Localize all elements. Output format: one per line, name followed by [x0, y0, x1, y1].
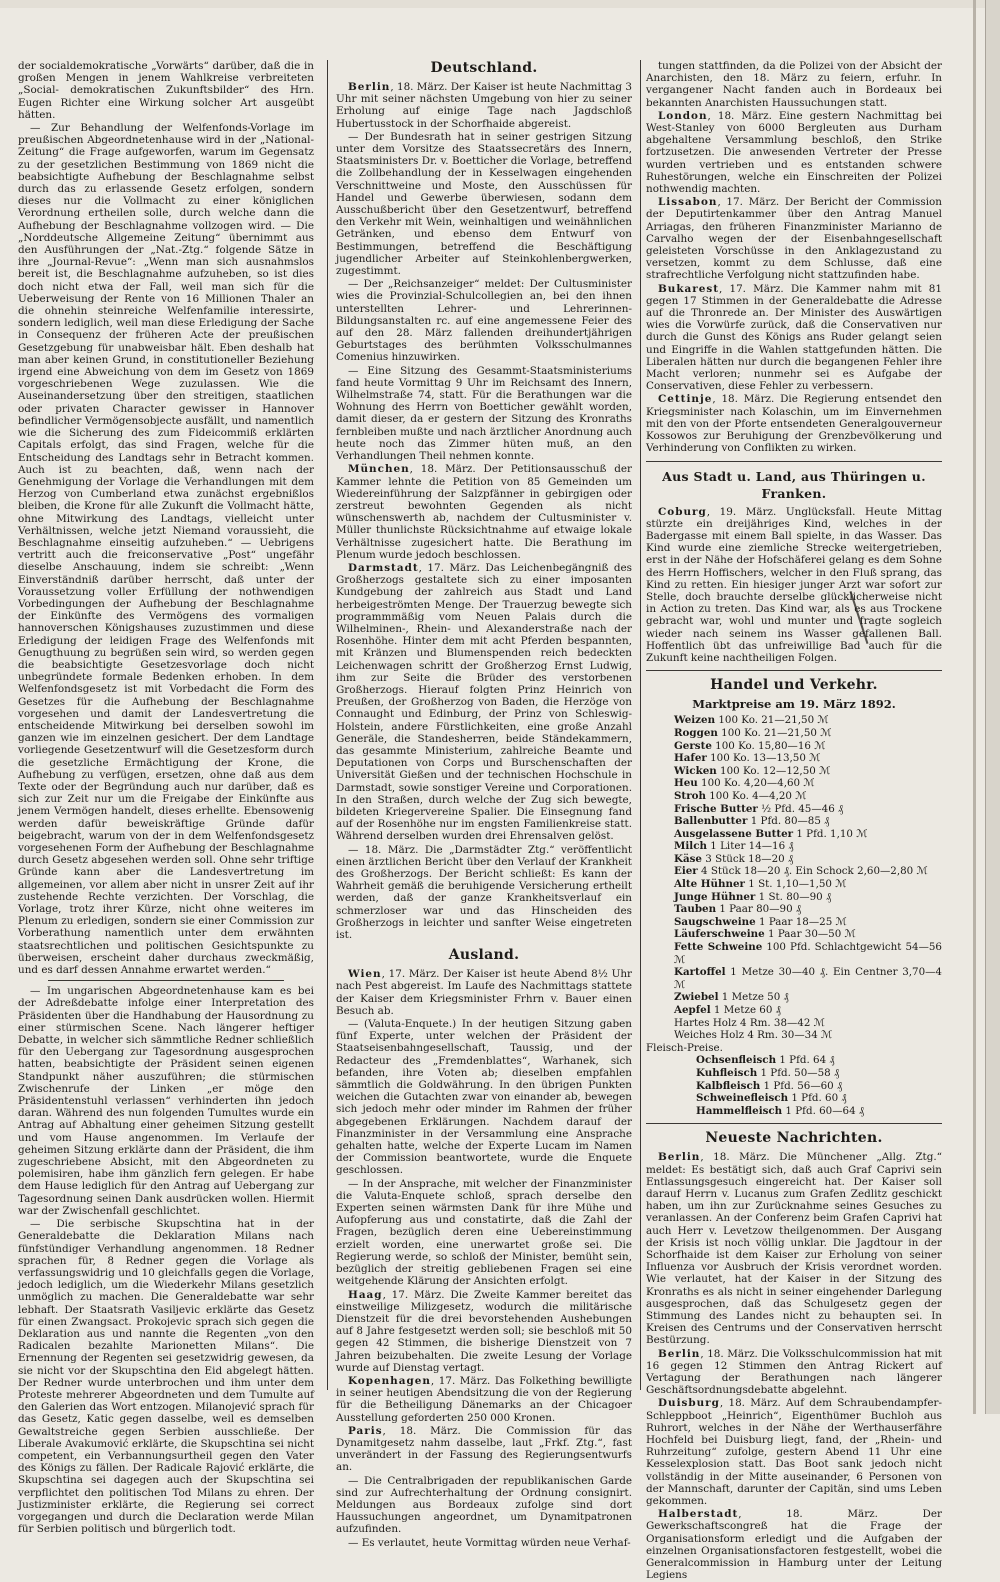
price-item-name: Weizen: [674, 714, 716, 727]
news-item: [336, 1289, 632, 1374]
news-text: , 18. März. Der Petitionsausschuß der Kammer lehnte die Petition von 85 Gemeinden um Wiedereinführung der Salzpfänner in gebirgigen oder zerstreut bewohnten Gegenden als nicht wünschenswerth ab, nachdem der Cultusminister v. Müller thunlichste Rücksichtnahme auf etwaige lokale Verhältnisse zugesichert hatte. Die Berathung im Plenum wurde jedoch beschlossen.: [336, 463, 632, 561]
news-list-ausland-continued: [646, 60, 942, 455]
dateline-place: Cettinje: [658, 393, 713, 406]
divider: [646, 670, 942, 671]
price-value: 100 Ko. 15,80—16 ℳ: [711, 739, 826, 752]
price-item-name: Alte Hühner: [674, 878, 745, 891]
price-value: 100 Ko. 21—21,50 ℳ: [715, 714, 829, 727]
news-item: [646, 196, 942, 281]
news-text: — In der Ansprache, mit welcher der Finanzminister die Valuta-Enquete schloß, sprach derselbe den Experten seinen wärmsten Dank für ihre Mühe und Aufopferung aus und constatirte, daß die Zahl der Fragen, bezüglich deren eine Uebereinstimmung erzielt worden, eine unerwartet große sei. Die Regierung werde, so schloß der Minister, bemüht sein, bezüglich der streitig gebliebenen Fragen sei eine weitgehende Klärung der Ansichten erfolgt.: [336, 1177, 632, 1288]
news-item: [336, 968, 632, 1017]
news-item: [336, 1375, 632, 1424]
section-heading-deutschland: Deutschland.: [430, 60, 538, 76]
price-value: 100 Ko. 12—12,50 ℳ: [716, 764, 831, 777]
news-item: [646, 1348, 942, 1397]
news-list-stadt-land: [646, 506, 942, 665]
meat-price-heading: Fleisch-Preise.: [646, 1041, 723, 1054]
dateline-place: Berlin: [348, 81, 391, 93]
column-left: [18, 60, 314, 1536]
price-value: 1 Pfd. 1,10 ℳ: [793, 827, 868, 840]
news-text: , 18. März. Auf dem Schraubendampfer-Schleppboot „Heinrich“, Eigenthümer Buchloh aus Ruhrort, welches in der Nähe der Werthauserfähre Hochfeld bei Duisburg liegt, fand, der „Rhein- und Ruhrzeitung“ zufolge, gestern Abend 11 Uhr eine Kesselexplosion statt. Das Boot sank jedoch nicht vollständig in der Mitte auseinander, 6 Personen von der Mannschaft, darunter der Capitän, sind ums Leben gekommen.: [646, 1397, 942, 1508]
price-row: [646, 840, 942, 853]
news-item: [646, 110, 942, 195]
section-heading-stadt-land: Aus Stadt u. Land, aus Thüringen u. Franken.: [662, 468, 926, 501]
news-text: , 18. März. Der Gewerkschaftscongreß hat die Frage der Organisationsform erledigt und die Aufgaben der einzelnen Organisationsfactoren festgestellt, wobei die Generalcommission in Hamburg unter der Leitung Legiens: [646, 1508, 942, 1582]
price-value: 100 Ko. 4—4,20 ℳ: [705, 789, 807, 802]
news-item: [336, 1178, 632, 1288]
price-value: 1 Pfd. 80—85 ₰: [747, 815, 830, 828]
news-text: — (Valuta-Enquete.) In der heutigen Sitzung gaben fünf Experte, unter welchen der Präsident der Staatseisenbahngesellschaft, Taussig, und der Redacteur des „Fremdenblattes“, Warhanek, sich befanden, ihre Voten ab; dieselben empfahlen sämmtlich die Goldwährung. In den übrigen Punkten weichen die Gutachten zwar von einander ab, bewegen sich jedoch mehr oder minder im Rahmen der früher abgegebenen Erklärungen. Nachdem darauf der Finanzminister in der Versammlung eine Ansprache gehalten hatte, welche der Experte Lucam im Namen der Commission beantwortete, wurde die Enquete geschlossen.: [336, 1018, 632, 1177]
dateline-place: Duisburg: [658, 1397, 720, 1410]
price-value: 1 Metze 50 ₰: [718, 991, 789, 1004]
news-text: — Die Centralbrigaden der republikanischen Garde sind zur Aufrechterhaltung der Ordnung consignirt. Meldungen aus Bordeaux zufolge sind dort Haussuchungen angeordnet, um Dynamitpatronen aufzufinden.: [336, 1474, 632, 1536]
news-item: [336, 1475, 632, 1536]
news-item: [646, 1151, 942, 1346]
price-row: [646, 853, 942, 866]
news-text: , 19. März. Unglücksfall. Heute Mittag stürzte ein dreijähriges Kind, welches in der Badergasse mit einem Ball spielte, in das Wasser. Das Kind wurde eine ziemliche Strecke weitergetrieben, erst in der Nähe der Hofschäferei gelang es dem Sohne des Herrn Hoffischers, welcher in den Fluß sprang, das Kind zu retten. Ein hiesiger junger Arzt war sofort zur Stelle, doch brauchte derselbe glücklicherweise nicht in Action zu treten. Das Kind war, als es aus Trockene gebracht war, wohl und munter und fragte sogleich wieder nach seinem ins Wasser gefallenen Ball. Hoffentlich übt das unfreiwillige Bad auch für die Zukunft keine nachtheiligen Folgen.: [646, 505, 942, 664]
price-row: [646, 740, 942, 753]
price-value: 1 Liter 14—16 ₰: [706, 840, 794, 853]
news-text: — 18. März. Die „Darmstädter Ztg.“ veröffentlicht einen ärztlichen Bericht über den Verlauf der Krankheit des Großherzogs. Der Bericht schließt: Es kann der Wahrheit gemäß die beruhigende Versicherung ertheilt werden, daß der ganze Krankheitsverlauf ein schmerzloser war und das Hinscheiden des Großherzogs in leichter und sanfter Weise eingetreten ist.: [336, 843, 632, 942]
news-text: , 17. März. Die Zweite Kammer bereitet das einstweilige Milizgesetz, wodurch die militärische Dienstzeit für die drei bevorstehenden Aushebungen auf 8 Jahre festgesetzt werden soll; sie beschloß mit 50 gegen 42 Stimmen, die bisherige Dienstzeit von 7 Jahren beizubehalten. Die zweite Lesung der Vorlage wurde auf Dienstag vertagt.: [336, 1288, 632, 1374]
dateline-place: München: [348, 463, 410, 476]
divider: [646, 1123, 942, 1124]
price-row: [646, 727, 942, 740]
article-paragraph: der socialdemokratische „Vorwärts“ darüber, daß die in großen Mengen in jenem Wahlkreise verbreiteten „Social- demokratischen Zukunftsbilder“ des Hrn. Eugen Richter eine Wirkung solcher Art ausgeübt hätten.: [18, 60, 314, 121]
news-item: [336, 365, 632, 463]
price-item-name: Tauben: [674, 903, 717, 916]
news-text: , 18. März. Eine gestern Nachmittag bei West-Stanley von 6000 Bergleuten aus Durham abgehaltene Versammlung beschloß, den Strike fortzusetzen. Die anwesenden Vertreter der Presse wurden vertrieben und es entstanden schwere Ruhestörungen, welche ein Einschreiten der Polizei nothwendig machten.: [646, 109, 942, 196]
news-item: [646, 506, 942, 665]
price-row: [646, 941, 942, 966]
news-list-ausland: [336, 968, 632, 1549]
dateline-place: Paris: [348, 1424, 383, 1437]
news-text: , 18. März. Die Münchener „Allg. Ztg.“ meldet: Es bestätigt sich, daß auch Graf Caprivi sein Entlassungsgesuch eingereicht hat. Der Kaiser soll darauf Herrn v. Lucanus zum Grafen Zedlitz geschickt haben, um ihn zur Zurücknahme seines Gesuches zu veranlassen. An der Conferenz beim Grafen Caprivi hat auch Herr v. Levetzow theilgenommen. Der Ausgang der Krisis ist noch völlig unklar. Die Jagdtour in der Schorfhaide ist dem Kaiser zur Erholung von seiner Influenza vor Ausbruch der Krisis verordnet worden. Wie verlautet, hat der Kaiser in der Sitzung des Kronraths es als nicht in seiner eingehender Darlegung ausgesprochen, daß das Schulgesetz gegen der Stimmung des Landes nicht zu behaupten sei. In Kreisen des Centrums und der Conservativen herrscht Bestürzung.: [646, 1151, 942, 1347]
paper-right-edge: [985, 0, 1000, 1414]
price-row: [646, 1092, 942, 1105]
price-item-name: Kartoffel: [674, 966, 726, 979]
meat-price-list: [646, 1054, 942, 1117]
news-list-neueste: [646, 1151, 942, 1581]
price-value: Weiches Holz 4 Rm. 30—34 ℳ: [674, 1029, 833, 1042]
price-value: 1 Paar 30—50 ℳ: [764, 928, 856, 941]
news-item: [336, 131, 632, 277]
news-text: — Der „Reichsanzeiger“ meldet: Der Cultusminister wies die Provinzial-Schulcollegien an, bei den ihnen unterstellten Lehrer- und Lehrerinnen-Bildungsanstalten rc. auf eine angemessene Feier des auf den 28. März fallenden dreihundertjährigen Geburtstages des berühmten Volksschulmannes Comenius hinzuwirken.: [336, 278, 632, 364]
newspaper-page: [18, 60, 948, 1582]
price-row: [646, 828, 942, 841]
price-item-name: Aepfel: [674, 1004, 711, 1016]
news-text: tungen stattfinden, da die Polizei von der Absicht der Anarchisten, den 18. März zu feiern, erfuhr. In vergangener Nacht fanden auch in Bordeaux bei bekannten Anarchisten Haussuchungen statt.: [646, 60, 942, 109]
price-item-name: Junge Hühner: [674, 890, 756, 903]
dateline-place: Coburg: [658, 505, 707, 518]
price-value: 1 Pfd. 50—58 ₰: [757, 1066, 840, 1079]
column-rule: [640, 60, 641, 1390]
price-row: [646, 916, 942, 929]
section-heading-handel: Handel und Verkehr.: [710, 677, 878, 694]
price-value: 100 Pfd. Schlachtgewicht 54—56 ℳ: [674, 941, 942, 966]
price-item-name: Saugschweine: [674, 915, 756, 928]
price-value: 1 Paar 18—25 ℳ: [755, 915, 847, 928]
price-row: [646, 966, 942, 991]
price-row: [646, 1067, 942, 1080]
price-item-name: Frische Butter: [674, 802, 758, 815]
price-item-name: Heu: [674, 777, 698, 790]
price-item-name: Ballenbutter: [674, 815, 748, 828]
price-item-name: Gerste: [674, 739, 712, 752]
dateline-place: Lissabon: [658, 196, 718, 209]
price-value: 100 Ko. 21—21,50 ℳ: [717, 726, 832, 739]
price-value: 1 Paar 80—90 ₰: [716, 903, 802, 916]
news-item: [336, 562, 632, 843]
dateline-place: London: [658, 109, 708, 122]
price-row: [646, 1105, 942, 1118]
news-item: [646, 283, 942, 393]
price-item-name: Hafer: [674, 752, 707, 765]
price-item-name: Kalbfleisch: [696, 1079, 761, 1092]
dateline-place: Darmstadt: [348, 561, 419, 574]
price-item-name: Fette Schweine: [674, 941, 763, 954]
price-item-name: Ochsenfleisch: [696, 1054, 777, 1067]
news-item: [646, 60, 942, 109]
news-text: , 18. März. Die Commission für das Dynamitgesetz nahm dasselbe, laut „Frkf. Ztg.“, fast unverändert in der Fassung des Regierungsentwurfs an.: [336, 1424, 632, 1474]
news-text: — Eine Sitzung des Gesammt-Staatsministeriums fand heute Vormittag 9 Uhr im Reichsamt des Innern, Wilhelmstraße 74, statt. Für die Berathungen war die Wohnung des Herrn von Boetticher gewählt worden, damit dieser, da er gestern der Sitzung des Kronraths fernbleiben mußte und nach ärztlicher Anordnung auch heute noch das Zimmer hüten muß, an den Verhandlungen Theil nehmen konnte.: [336, 364, 632, 463]
article-paragraph: — Die serbische Skupschtina hat in der Generaldebatte die Deklaration Milans nach fünfstündiger Verhandlung angenommen. 18 Redner sprachen für, 8 Redner gegen die Vorlage als verfassungswidrig und 10 gleichfalls gegen die Vorlage, jedoch lediglich, um die Wiederkehr Milans gesetzlich unmöglich zu machen. Die Generaldebatte war sehr lebhaft. Der Staatsrath Vasiljevic erklärte das Gesetz für einen Zwangsact. Prokojevic sprach sich gegen die Deklaration aus und nannte die Regenten „von den Radicalen bezahlte Marionetten Milans“. Die Ernennung der Regenten sei gesetzwidrig gewesen, da sie nicht vor der Skupschtina den Eid abgelegt hätten. Der Redner wurde unterbrochen und ihm unter dem Proteste mehrerer Abgeordneten und dem Tumulte auf den Galerien das Wort entzogen. Milanojević sprach für das Gesetz, Katic gegen dasselbe, weil es demselben Gewaltstreiche gegen Serbien ausschließe. Der Liberale Avakumović erklärte, die Skupschtina sei nicht competent, ein Verbannungsurtheil gegen den Vater des Königs zu fällen. Der Radicale Rajović erklärte, die Skupschtina sei dagegen auch der Skupschtina sei verpflichtet den politischen Tod Milans zu ehren. Der Justizminister erklärte, die Regierung sei correct vorgegangen und durch die Declaration werde Milan für Serbien politisch und bürgerlich todt.: [18, 1218, 314, 1536]
price-value: 1 Pfd. 56—60 ₰: [760, 1079, 843, 1092]
price-row: [646, 928, 942, 941]
price-row: [646, 1054, 942, 1067]
price-value: 1 Pfd. 60 ₰: [788, 1092, 847, 1105]
price-item-name: Zwiebel: [674, 991, 719, 1004]
price-value: 3 Stück 18—20 ₰: [701, 852, 794, 865]
price-value: 1 St. 80—90 ₰: [755, 890, 832, 903]
news-item: [646, 1508, 942, 1581]
news-text: , 17. März. Die Kammer nahm mit 81 gegen 17 Stimmen in der Generaldebatte die Adresse auf die Thronrede an. Der Minister des Auswärtigen wies die Vorwürfe zurück, daß die Conservativen nur durch die Gunst des Königs ans Ruder gelangt seien und Eingriffe in die Wahlen stattgefunden hätten. Die Liberalen hätten nur durch die begangenen Fehler ihre Macht verloren; nunmehr sei es Aufgabe der Conservativen, diese Fehler zu verbessern.: [646, 282, 942, 393]
price-item-name: Wicken: [674, 764, 717, 777]
price-value: 1 Pfd. 64 ₰: [776, 1054, 835, 1067]
price-row: [646, 803, 942, 816]
column-middle: [336, 60, 632, 1550]
price-row: [646, 878, 942, 891]
dateline-place: Halberstadt: [658, 1508, 739, 1521]
news-text: , 18. März. Die Volksschulcommission hat mit 16 gegen 12 Stimmen den Antrag Rickert auf Vertagung der Berathungen nach längerer Geschäftsordnungsdebatte abgelehnt.: [646, 1347, 942, 1397]
dateline-place: Wien: [348, 968, 382, 981]
article-paragraph: — Zur Behandlung der Welfenfonds-Vorlage im preußischen Abgeordnetenhause wird in der „National-Zeitung“ die Frage aufgeworfen, warum im Gegensatz zu der gesetzlichen Bestimmung von 1869 nicht die beabsichtigte Aufhebung der Beschlagnahme selbst durch das zu erlassende Gesetz erfolgen, sondern dieses nur die Vollmacht zu einer königlichen Verordnung ertheilen solle, durch welche dann die Aufhebung der Beschlagnahme vollzogen wird. — Die „Norddeutsche Allgemeine Zeitung“ übernimmt aus den Ausführungen der „Nat.-Ztg.“ folgende Sätze in ihre „Journal-Revue“: „Wenn man sich ausnahmslos bereit ist, die Beschlagnahme aufzuheben, so ist dies doch nicht etwa der Fall, weil man sich für die Ueberweisung der Rente von 16 Millionen Thaler an die ohnehin steinreiche Welfenfamilie interessirte, sondern lediglich, weil man diese Erledigung der Sache in Consequenz der früheren Acte der preußischen Gesetzgebung für unabweisbar hält. Eben deshalb hat man aber keinen Grund, in constitutioneller Beziehung irgend eine Abweichung von dem im Gesetz von 1869 vorgeschriebenen Wege zuzulassen. Wie die Auseinandersetzung über den streitigen, staatlichen oder privaten Character gewisser in Hannover befindlicher Vermögensobjecte ausfällt, und namentlich wie die Sicherung des zum Fideicommiß erklärten Capitals erfolgt, das sind Fragen, welche für die Entscheidung des Landtags sehr in Betracht kommen. Auch ist zu beachten, daß, wenn nach der Genehmigung der Vorlage die Verhandlungen mit dem Herzog von Cumberland etwa zunächst ergebnißlos bleiben, die Krone für alle Zukunft die Vollmacht hätte, ohne Mitwirkung des Landtags, vielleicht unter Verhältnissen, welche jetzt Niemand voraussieht, die Beschlagnahme einseitig aufzuheben.“ — Uebrigens vertritt auch die freiconservative „Post“ ungefähr dieselbe Anschauung, indem sie schreibt: „Wenn Einverständniß darüber herrscht, daß unter der Voraussetzung voller Erfüllung der nothwendigen Vorbedingungen der Aufhebung der Beschlagnahme der Einkünfte des Vermögens des vormaligen hannoverschen Königshauses zuzustimmen und diese Erledigung der leidigen Frage des Welfenfonds mit Genugthuung zu begrüßen sein wird, so werden gegen die beabsichtigte Gesetzesvorlage doch nicht unbegründete formale Bedenken erhoben. In dem Welfenfondsgesetz ist mit Vorbedacht die Form des Gesetzes für die Aufhebung der Beschlagnahme vorgesehen und damit der Landesvertretung die entscheidende Mitwirkung bei derselben sowohl im ganzen wie im einzelnen gesichert. Der dem Landtage vorliegende Gesetzentwurf will die Gesetzesform durch die gesetzliche Ermächtigung der Krone, die Aufhebung zu verfügen, ersetzen, ohne daß aus dem Texte oder der Begründung auch nur darüber, daß es sich zur Zeit nur um die Freigabe der Einkünfte aus jenem Vermögen handelt, dieses erhellte. Ebensowenig werden dafür beweiskräftige Gründe dafür beigebracht, warum von der in dem Welfenfondsgesetz vorgesehenen Form der Aufhebung der Beschlagnahme durch Gesetz abgesehen werden soll. Ohne sehr triftige Gründe kann aber die Landesvertretung im allgemeinen, vor allem aber nicht in unsrer Zeit auf ihr zustehende Rechte verzichten. Der Vorschlag, die Vorlage, trotz ihrer Kürze, nicht ohne weiteres im Plenum zu erledigen, sondern sie einer Commission zur Vorberathung namentlich unter dem erwähnten staatsrechtlichen und politischen Gesichtspunkte zu überweisen, erscheint daher durchaus zweckmäßig, und es darf dessen Annahme erwartet werden.“: [18, 122, 314, 977]
price-row: [646, 765, 942, 778]
news-item: [336, 844, 632, 942]
price-value: 4 Stück 18—20 ₰. Ein Schock 2,60—2,80 ℳ: [697, 865, 928, 878]
dateline-place: Berlin: [658, 1347, 701, 1360]
price-row: [646, 777, 942, 790]
price-row: [646, 991, 942, 1004]
price-item-name: Schweinefleisch: [696, 1092, 789, 1105]
price-row: [646, 1080, 942, 1093]
price-row: [646, 1029, 942, 1042]
news-item: [336, 1537, 632, 1549]
news-text: , 17. März. Der Kaiser ist heute Abend 8½ Uhr nach Pest abgereist. Im Laufe des Nachmittags stattete der Kaiser dem Kriegsminister Frhrn v. Bauer einen Besuch ab.: [336, 968, 632, 1017]
news-item: [336, 463, 632, 561]
price-row: [646, 815, 942, 828]
news-item: [336, 278, 632, 363]
news-item: [336, 1425, 632, 1474]
price-value: 100 Ko. 13—13,50 ℳ: [706, 752, 821, 765]
price-item-name: Läuferschweine: [674, 928, 765, 941]
price-row: [646, 1004, 942, 1017]
price-row: [646, 903, 942, 916]
price-item-name: Käse: [674, 852, 702, 865]
news-text: , 18. März. Der Kaiser ist heute Nachmittag 3 Uhr mit seiner nächsten Umgebung von hier zu seiner Erholung auf einige Tage nach Jagdschloß Hubertusstock in der Schorfhaide abgereist.: [336, 81, 632, 130]
dateline-place: Berlin: [658, 1151, 701, 1164]
paper-fold-line: [973, 0, 976, 1414]
price-value: 1 Pfd. 60—64 ₰: [782, 1104, 865, 1117]
price-item-name: Hammelfleisch: [696, 1104, 783, 1117]
news-text: , 17. März. Der Bericht der Commission der Deputirtenkammer über den Antrag Manuel Arriagas, den früheren Finanzminister Marianno de Carvalho wegen der der Eisenbahngesellschaft geleisteten Vorschüsse in den Anklagezustand zu versetzen, kommt zu dem Schlusse, daß eine strafrechtliche Verfolgung nicht stattzufinden habe.: [646, 196, 942, 282]
price-row: [646, 865, 942, 878]
market-title: Marktpreise am 19. März 1892.: [692, 697, 896, 712]
news-text: — Der Bundesrath hat in seiner gestrigen Sitzung unter dem Vorsitze des Staatssecretärs des Innern, Staatsministers Dr. v. Boetticher die Vorlage, betreffend die Zollbehandlung der in Kesselwagen eingehenden Verschnittweine und Moste, den Ausschüssen für Handel und Gewerbe überwiesen, sodann dem Ausschußbericht über den Gesetzentwurf, betreffend den Verkehr mit Wein, weinhaltigen und weinähnlichen Getränken, und ebenso dem Entwurf von Bestimmungen, betreffend die Beschäftigung jugendlicher Arbeiter auf Steinkohlenbergwerken, zugestimmt.: [336, 130, 632, 278]
price-item-name: Eier: [674, 865, 698, 878]
news-text: , 17. März. Das Leichenbegängniß des Großherzogs gestaltete sich zu einer imposanten Kundgebung der zahlreich aus Stadt und Land herbeigeströmten Menge. Der Trauerzug bewegte sich programmmäßig vom Neuen Palais durch die Wilhelminen-, Rhein- und Alexanderstraße nach der Rosenhöhe. Hinter dem mit acht Pferden bespannten, mit Kränzen und Blumenspenden reich bedeckten Leichenwagen schritt der Großherzog Ernst Ludwig, ihm zur Seite die Brüder des verstorbenen Großherzogs. Hierauf folgten Prinz Heinrich von Preußen, der Großherzog von Baden, die Herzöge von Connaught und Edinburg, der Prinz von Schleswig-Holstein, andere Fürstlichkeiten, eine große Anzahl Generäle, die Standesherren, beide Ständekammern, das gesammte Ministerium, zahlreiche Beamte und Deputationen von Corps und Burschenschaften der Universität Gießen und der technischen Hochschule in Darmstadt, sowie sonstiger Vereine und Corporationen. In den Straßen, durch welche der Zug sich bewegte, bildeten Kriegervereine Spalier. Die Einsegnung fand auf der Rosenhöhe nur im engsten Familienkreise statt. Während derselben wurden drei Ehrensalven gelöst.: [336, 561, 632, 843]
news-item: [336, 81, 632, 130]
price-value: 1 St. 1,10—1,50 ℳ: [744, 878, 847, 891]
divider: [48, 980, 284, 981]
news-text: , 17. März. Das Folkething bewilligte in seiner heutigen Abendsitzung die von der Regierung für die Betheiligung Dänemarks an der Chicagoer Ausstellung geforderten 250 000 Kronen.: [336, 1374, 632, 1424]
news-list-deutschland: [336, 81, 632, 941]
price-item-name: Roggen: [674, 726, 718, 739]
divider: [646, 461, 942, 462]
news-item: [336, 1018, 632, 1177]
news-text: , 18. März. Die Regierung entsendet den Kriegsminister nach Kolaschin, um im Einvernehmen mit den von der Pforte entsendeten Generalgouverneur Kossowos zur Beruhigung der Grenzbevölkerung und Verhinderung von Conflikten zu wirken.: [646, 393, 942, 455]
dateline-place: Kopenhagen: [348, 1374, 431, 1387]
price-row: [646, 1017, 942, 1030]
price-value: 1 Metze 30—40 ₰. Ein Centner 3,70—4 ℳ: [674, 966, 942, 991]
price-item-name: Milch: [674, 840, 707, 853]
dateline-place: Haag: [348, 1288, 383, 1301]
section-heading-ausland: Ausland.: [448, 947, 520, 964]
price-item-name: Kuhfleisch: [696, 1066, 758, 1079]
page-top-edge: [0, 0, 1000, 8]
price-row: [646, 714, 942, 727]
news-item: [646, 393, 942, 454]
price-item-name: Stroh: [674, 789, 706, 802]
market-price-list: [646, 714, 942, 1041]
column-right: [646, 60, 942, 1582]
price-value: ½ Pfd. 45—46 ₰: [757, 802, 844, 815]
price-item-name: Ausgelassene Butter: [674, 827, 794, 840]
section-heading-neueste: Neueste Nachrichten.: [705, 1130, 883, 1147]
news-text: — Es verlautet, heute Vormittag würden neue Verhaf-: [348, 1536, 631, 1549]
column-rule: [327, 60, 328, 1390]
article-paragraph: — Im ungarischen Abgeordnetenhause kam es bei der Adreßdebatte infolge einer Interpretation des Präsidenten über die Handhabung der Hausordnung zu einer stürmischen Scene. Nach längerer heftiger Debatte, in welcher sich sämmtliche Redner schließlich für den Uebergang zur Tagesordnung ausgesprochen hatten, beabsichtigte der Präsident seinen eigenen Standpunkt näher auszuführen; die stürmischen Zwischenrufe der Linken „er möge den Präsidentenstuhl verlassen“ verhinderten ihn jedoch daran. Während des nun folgenden Tumultes wurde ein Antrag auf Abhaltung einer geheimen Sitzung gestellt und vom Hause angenommen. Im Verlaufe der geheimen Sitzung erklärte dann der Präsident, die ihm zugeschriebene Absicht, mit den Abgeordneten zu polemisiren, habe ihm gänzlich fern gelegen. Er habe dem Hause lediglich für den Antrag auf Uebergang zur Tagesordnung seinen Dank ausdrücken wollen. Hiermit war der Zwischenfall geschlichtet.: [18, 985, 314, 1217]
price-row: [646, 752, 942, 765]
price-value: 1 Metze 60 ₰: [710, 1004, 781, 1016]
price-value: Hartes Holz 4 Rm. 38—42 ℳ: [674, 1016, 825, 1029]
dateline-place: Bukarest: [658, 282, 720, 295]
price-row: [646, 790, 942, 803]
price-value: 100 Ko. 4,20—4,60 ℳ: [697, 777, 815, 790]
price-row: [646, 891, 942, 904]
